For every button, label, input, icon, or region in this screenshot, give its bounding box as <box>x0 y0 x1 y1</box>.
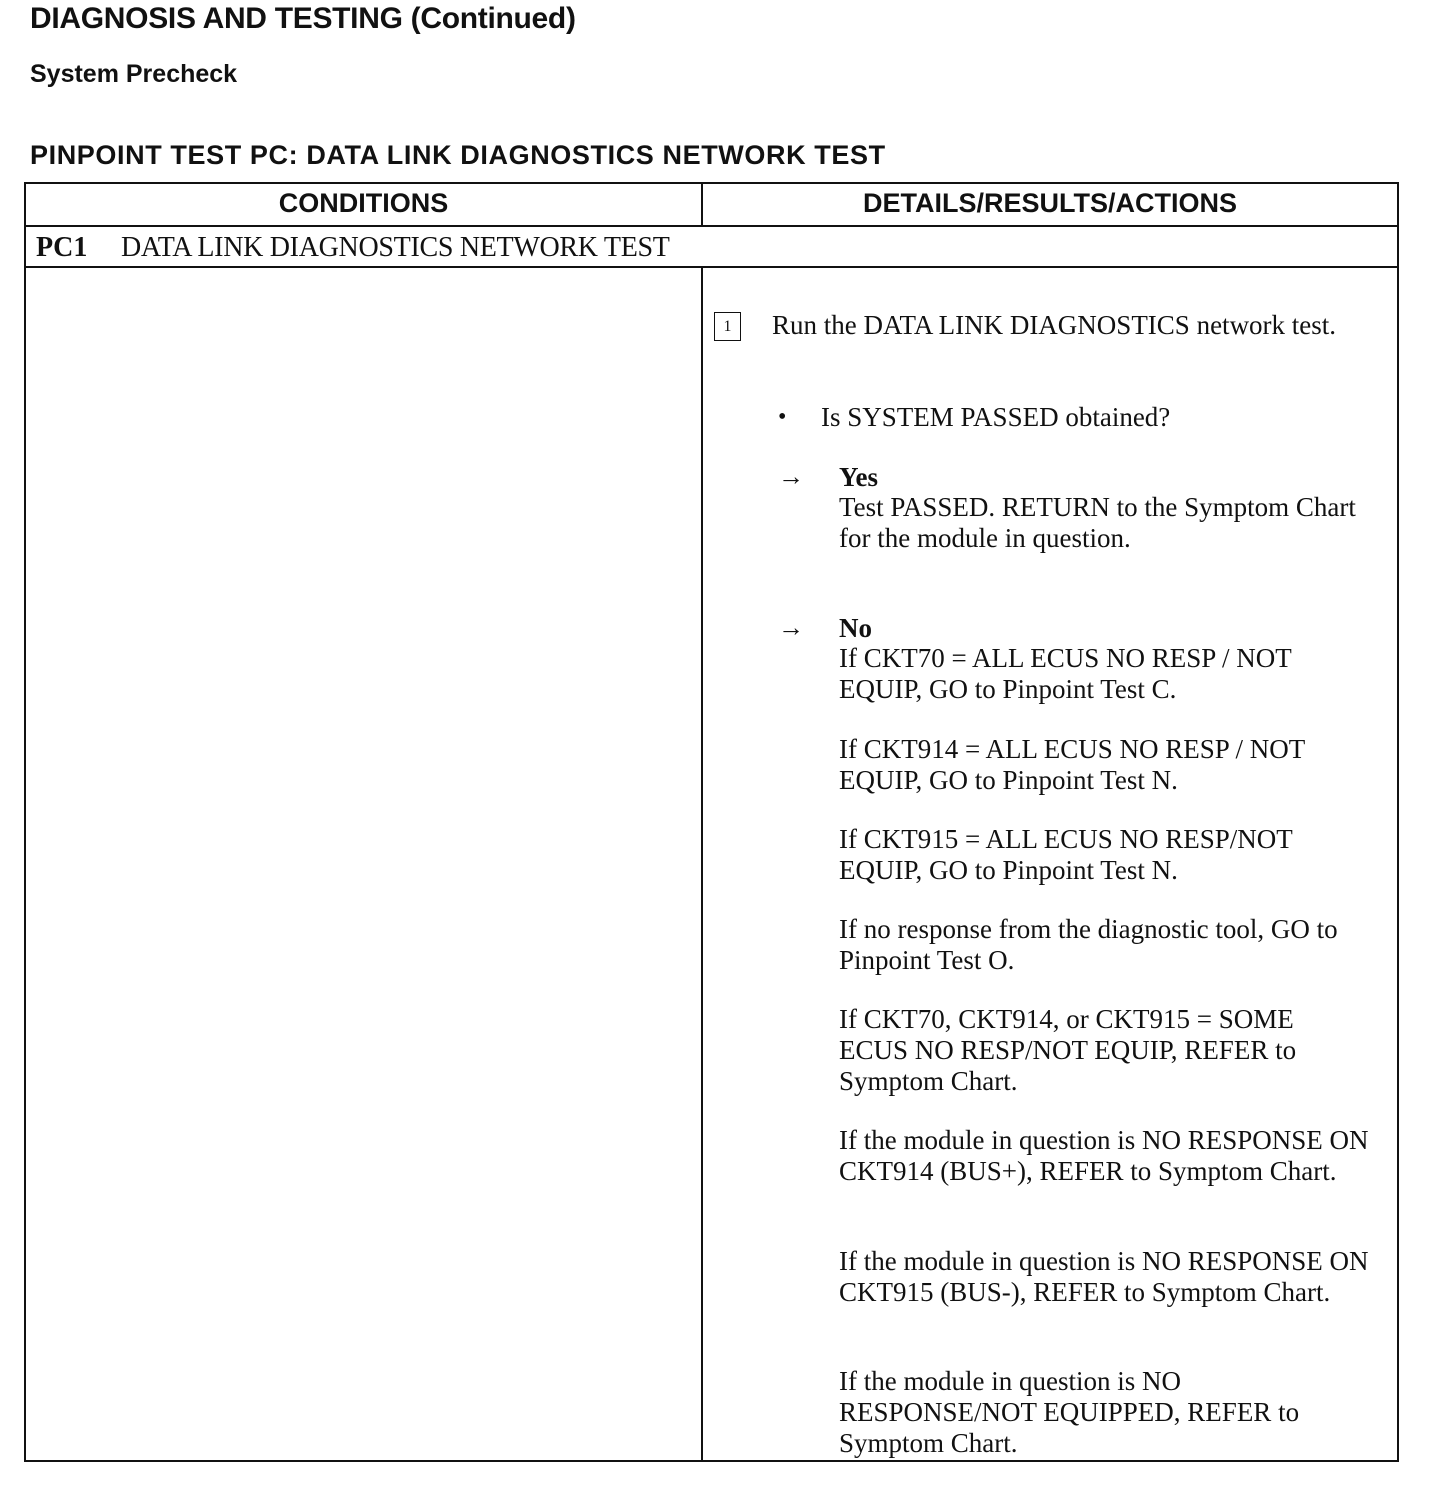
yes-action: Test PASSED. RETURN to the Symptom Chart for the module in question. <box>839 492 1356 553</box>
conditions-column-header: CONDITIONS <box>278 188 449 218</box>
no-action-item: If the module in question is NO RESPONSE/NOT EQUIPPED, REFER to Symptom Chart. <box>839 1366 1300 1458</box>
no-action-item: If the module in question is NO RESPONSE ON CKT915 (BUS-), REFER to Symptom Chart. <box>839 1246 1369 1307</box>
step-id: PC1 <box>36 232 88 263</box>
pinpoint-test-title: PINPOINT TEST PC: DATA LINK DIAGNOSTICS NETWORK TEST <box>30 140 886 170</box>
header-divider <box>26 225 1397 227</box>
arrow-icon: → <box>778 613 804 642</box>
no-action-item: If CKT70, CKT914, or CKT915 = SOME ECUS NO RESP/NOT EQUIP, REFER to Symptom Chart. <box>839 1004 1297 1096</box>
row-title-divider <box>26 266 1397 268</box>
step-number-box: 1 <box>714 312 741 341</box>
page-title: DIAGNOSIS AND TESTING (Continued) <box>30 2 576 35</box>
section-subtitle: System Precheck <box>30 60 238 88</box>
no-label: No <box>839 613 872 643</box>
pinpoint-test-table <box>24 182 1399 1462</box>
step-instruction: Run the DATA LINK DIAGNOSTICS network test. <box>772 310 1337 340</box>
column-divider <box>701 184 703 1462</box>
arrow-icon: → <box>778 462 804 491</box>
no-action-item: If the module in question is NO RESPONSE ON CKT914 (BUS+), REFER to Symptom Chart. <box>839 1125 1369 1186</box>
yes-label: Yes <box>839 462 878 492</box>
step-title: DATA LINK DIAGNOSTICS NETWORK TEST <box>121 232 670 263</box>
bullet-icon: • <box>778 404 787 430</box>
question-text: Is SYSTEM PASSED obtained? <box>821 402 1171 432</box>
details-column-header: DETAILS/RESULTS/ACTIONS <box>862 188 1237 218</box>
no-action-item: If CKT915 = ALL ECUS NO RESP/NOT EQUIP, GO to Pinpoint Test N. <box>839 824 1293 885</box>
no-action-item: If no response from the diagnostic tool, GO to Pinpoint Test O. <box>839 914 1338 975</box>
no-action-item: If CKT70 = ALL ECUS NO RESP / NOT EQUIP, GO to Pinpoint Test C. <box>839 643 1292 704</box>
no-action-item: If CKT914 = ALL ECUS NO RESP / NOT EQUIP, GO to Pinpoint Test N. <box>839 734 1305 795</box>
